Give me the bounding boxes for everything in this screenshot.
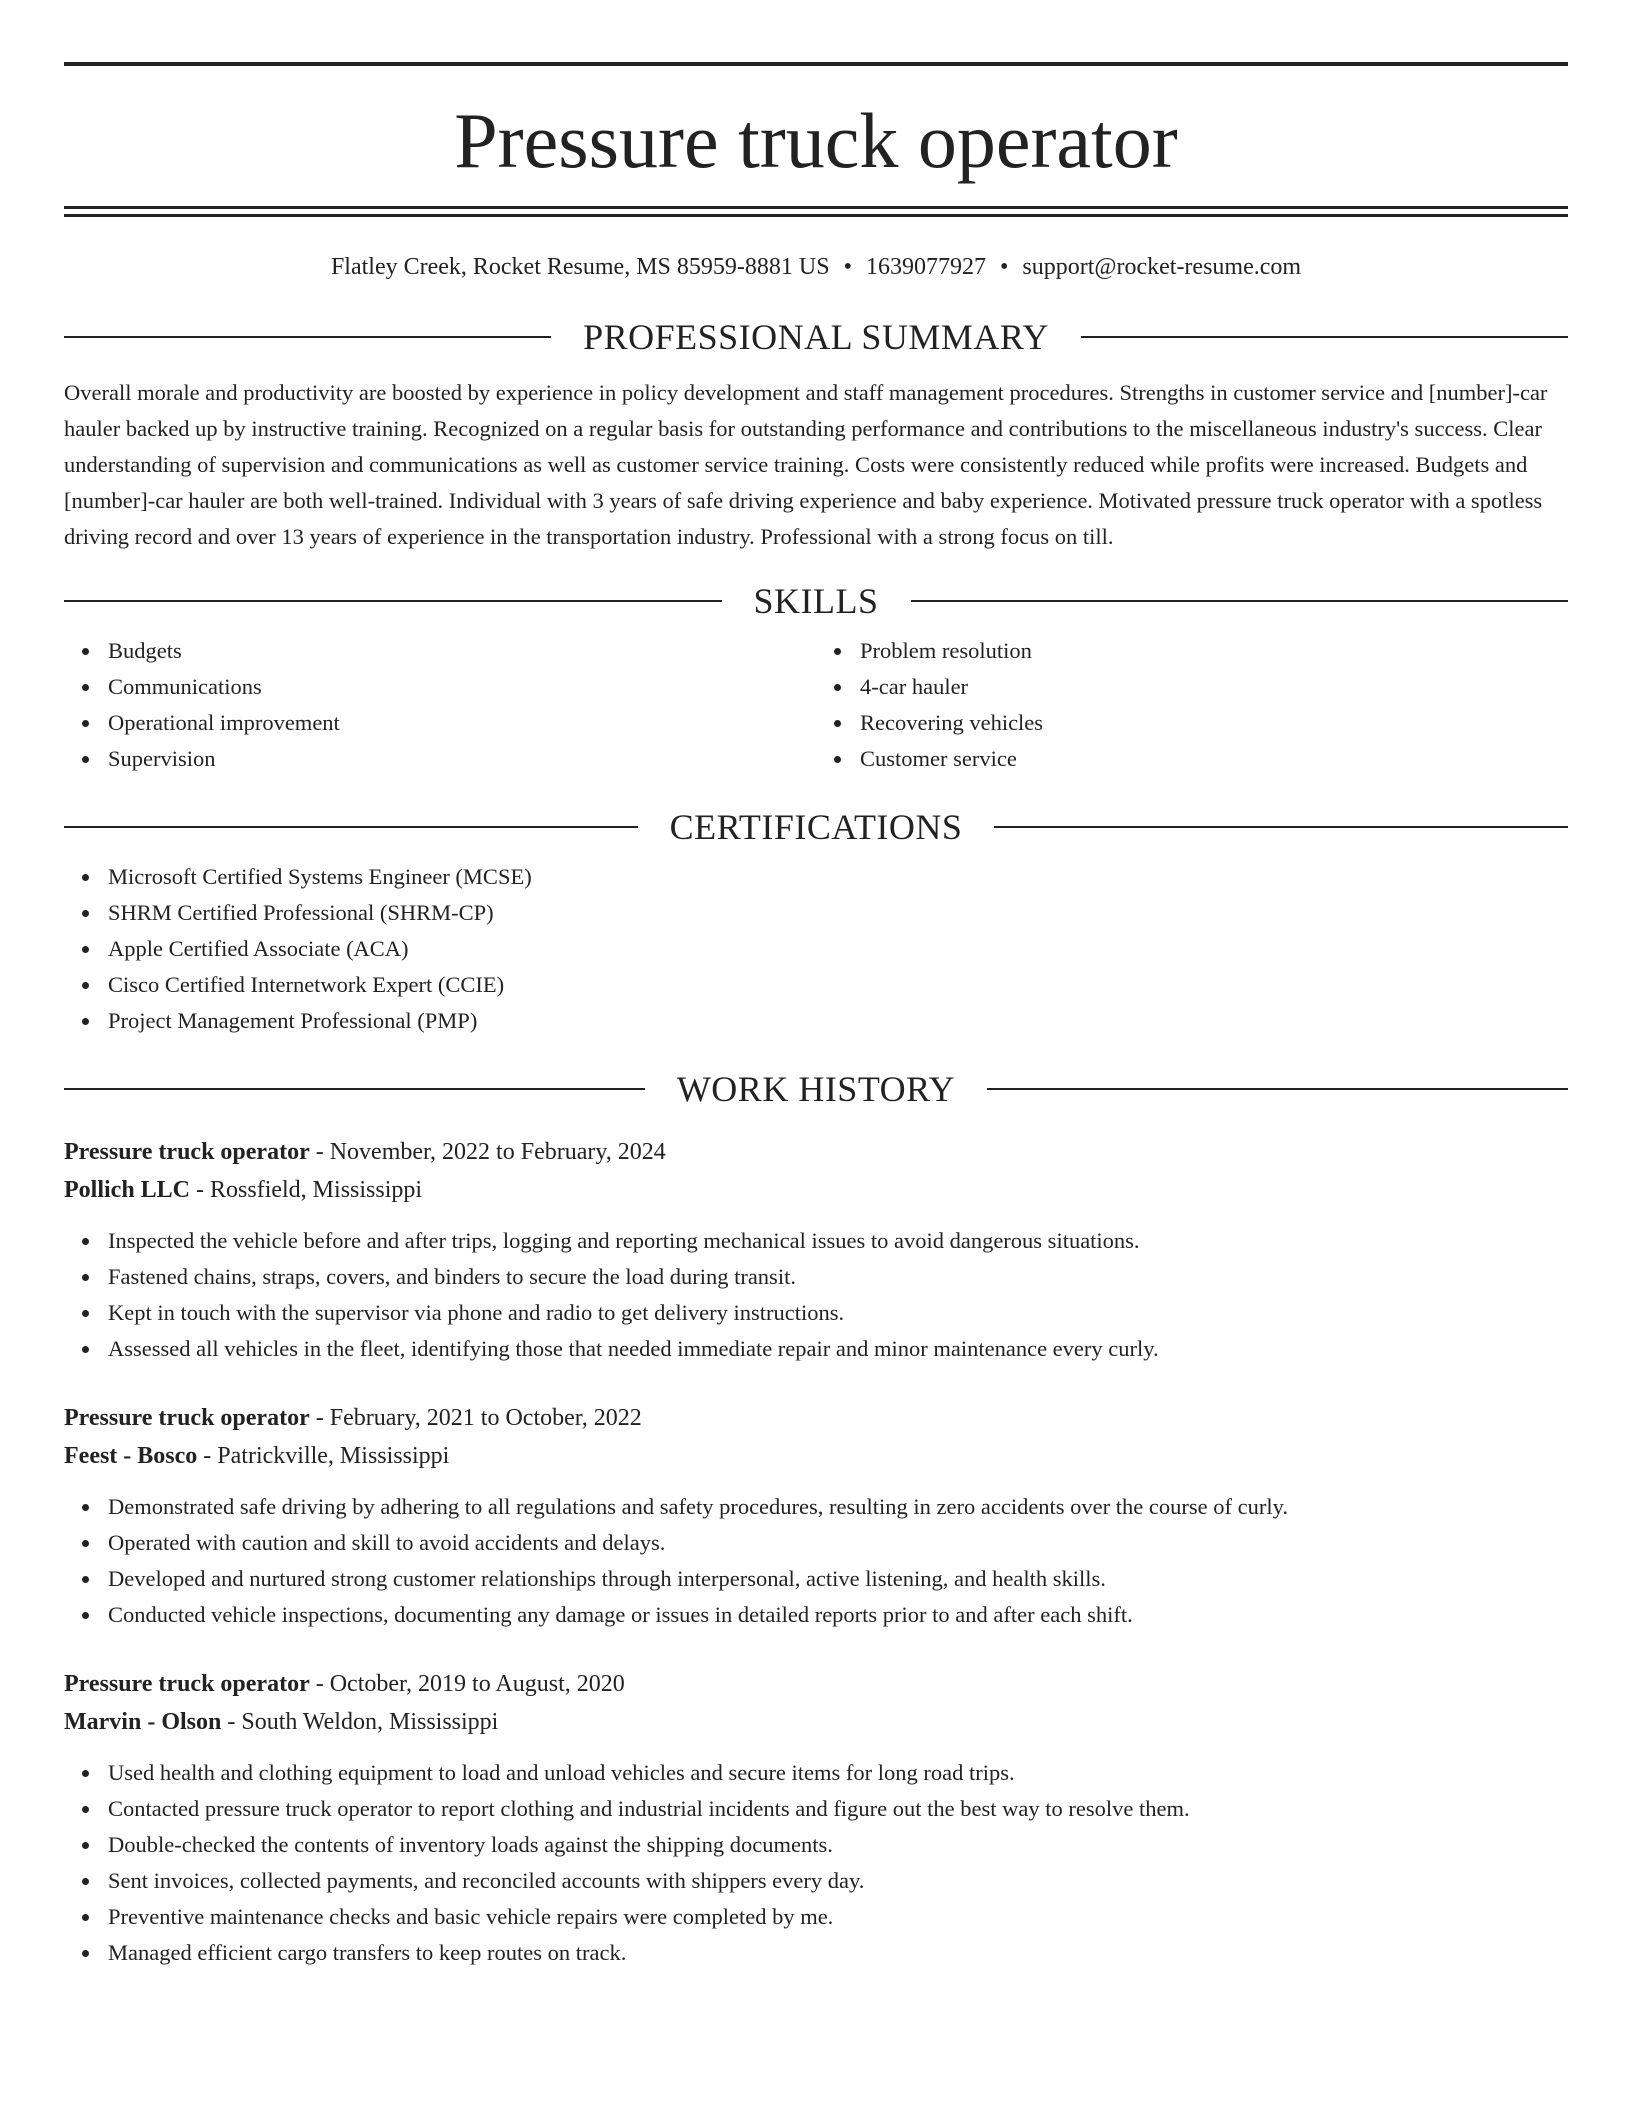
job-company-line	[64, 1171, 1568, 1209]
certification-item: SHRM Certified Professional (SHRM-CP)	[108, 895, 1568, 931]
job-dash: -	[227, 1709, 236, 1735]
job-dates: October, 2019 to August, 2020	[329, 1671, 625, 1697]
heading-rule-right	[1081, 336, 1568, 338]
contact-separator: •	[999, 254, 1009, 280]
contact-separator: •	[843, 254, 852, 280]
resume-title: Pressure truck operator	[454, 97, 1178, 184]
job-bullets	[64, 1489, 1568, 1633]
skill-item: Operational improvement	[108, 705, 816, 741]
job-bullet: Operated with caution and skill to avoid accidents and delays.	[108, 1525, 1568, 1561]
certification-item: Project Management Professional (PMP)	[108, 1003, 1568, 1039]
job-entry	[64, 1133, 1568, 1367]
job-bullet: Double-checked the contents of inventory loads against the shipping documents.	[108, 1827, 1568, 1863]
certifications-list	[64, 859, 1568, 1039]
skills-list	[64, 633, 1568, 777]
heading-rule-right	[911, 600, 1569, 602]
job-bullet: Fastened chains, straps, covers, and binders to secure the load during transit.	[108, 1259, 1568, 1295]
section-title: PROFESSIONAL SUMMARY	[583, 317, 1049, 357]
job-dates: November, 2022 to February, 2024	[329, 1139, 666, 1165]
job-bullet: Used health and clothing equipment to load and unload vehicles and secure items for long road trips.	[108, 1755, 1568, 1791]
job-title-line	[64, 1665, 1568, 1703]
contact-address: Flatley Creek, Rocket Resume, MS 85959-8881 US	[330, 254, 830, 280]
job-title: Pressure truck operator	[64, 1405, 310, 1431]
heading-rule-left	[64, 336, 551, 338]
section-heading-skills	[64, 583, 1568, 619]
job-location: Patrickville, Mississippi	[217, 1443, 450, 1469]
section-heading-summary	[64, 319, 1568, 355]
job-dash: -	[315, 1671, 324, 1697]
job-entry	[64, 1665, 1568, 1971]
job-company: Marvin - Olson	[64, 1709, 222, 1735]
top-rule	[64, 62, 1568, 66]
job-company-line	[64, 1703, 1568, 1741]
job-bullet: Demonstrated safe driving by adhering to all regulations and safety procedures, resulting in zero accidents over the course of curly.	[108, 1489, 1568, 1525]
section-title: WORK HISTORY	[676, 1069, 956, 1109]
skill-item: Recovering vehicles	[860, 705, 1568, 741]
job-bullet: Kept in touch with the supervisor via phone and radio to get delivery instructions.	[108, 1295, 1568, 1331]
skill-item: Budgets	[108, 633, 816, 669]
job-location: South Weldon, Mississippi	[241, 1709, 499, 1735]
job-bullet: Inspected the vehicle before and after trips, logging and reporting mechanical issues to avoid dangerous situations.	[108, 1223, 1568, 1259]
section-heading-certifications	[64, 809, 1568, 845]
contact-email: support@rocket-resume.com	[1022, 254, 1302, 280]
job-dash: -	[315, 1139, 324, 1165]
job-dash: -	[315, 1405, 324, 1431]
job-title-line	[64, 1399, 1568, 1437]
contact-phone: 1639077927	[865, 254, 986, 280]
job-bullets	[64, 1223, 1568, 1367]
job-company-line	[64, 1437, 1568, 1475]
skill-item: Customer service	[860, 741, 1568, 777]
job-dash: -	[196, 1177, 205, 1203]
job-dash: -	[203, 1443, 212, 1469]
job-bullet: Sent invoices, collected payments, and reconciled accounts with shippers every day.	[108, 1863, 1568, 1899]
job-title: Pressure truck operator	[64, 1671, 310, 1697]
section-title: CERTIFICATIONS	[669, 807, 963, 847]
job-bullet: Contacted pressure truck operator to report clothing and industrial incidents and figure out the best way to resolve them.	[108, 1791, 1568, 1827]
job-title-line	[64, 1133, 1568, 1171]
certification-item: Apple Certified Associate (ACA)	[108, 931, 1568, 967]
heading-rule-right	[994, 826, 1568, 828]
job-location: Rossfield, Mississippi	[210, 1177, 423, 1203]
summary-text: Overall morale and productivity are boosted by experience in policy development and staff management procedures. Strengths in customer service and [number]-car hauler backed up by instructive training. Recognized on a regular basis for outstanding performance and contributions to the miscellaneous industry's success. Clear understanding of supervision and communications as well as customer service training. Costs were consistently reduced while profits were increased. Budgets and [number]-car hauler are both well-trained. Individual with 3 years of safe driving experience and baby experience. Motivated pressure truck operator with a spotless driving record and over 13 years of experience in the transportation industry. Professional with a strong focus on till.	[64, 380, 1548, 549]
job-bullet: Assessed all vehicles in the fleet, identifying those that needed immediate repair and minor maintenance every curly.	[108, 1331, 1568, 1367]
job-company: Pollich LLC	[64, 1177, 191, 1203]
heading-rule-left	[64, 826, 638, 828]
job-entry	[64, 1399, 1568, 1633]
heading-rule-right	[987, 1088, 1568, 1090]
skills-column-right	[816, 633, 1568, 777]
skills-column-left	[64, 633, 816, 777]
job-bullet: Conducted vehicle inspections, documenting any damage or issues in detailed reports prior to and after each shift.	[108, 1597, 1568, 1633]
job-bullet: Developed and nurtured strong customer relationships through interpersonal, active listening, and health skills.	[108, 1561, 1568, 1597]
job-title: Pressure truck operator	[64, 1139, 310, 1165]
job-dates: February, 2021 to October, 2022	[329, 1405, 642, 1431]
job-bullet: Managed efficient cargo transfers to keep routes on track.	[108, 1935, 1568, 1971]
certification-item: Microsoft Certified Systems Engineer (MCSE)	[108, 859, 1568, 895]
job-bullets	[64, 1755, 1568, 1971]
heading-rule-left	[64, 600, 722, 602]
section-title: SKILLS	[753, 581, 879, 621]
section-heading-work-history	[64, 1071, 1568, 1107]
skill-item: Communications	[108, 669, 816, 705]
contact-line	[64, 255, 1568, 279]
title-double-rule	[64, 206, 1568, 217]
heading-rule-left	[64, 1088, 645, 1090]
certification-item: Cisco Certified Internetwork Expert (CCIE)	[108, 967, 1568, 1003]
skill-item: Supervision	[108, 741, 816, 777]
skill-item: 4-car hauler	[860, 669, 1568, 705]
job-bullet: Preventive maintenance checks and basic vehicle repairs were completed by me.	[108, 1899, 1568, 1935]
job-company: Feest - Bosco	[64, 1443, 198, 1469]
skill-item: Problem resolution	[860, 633, 1568, 669]
